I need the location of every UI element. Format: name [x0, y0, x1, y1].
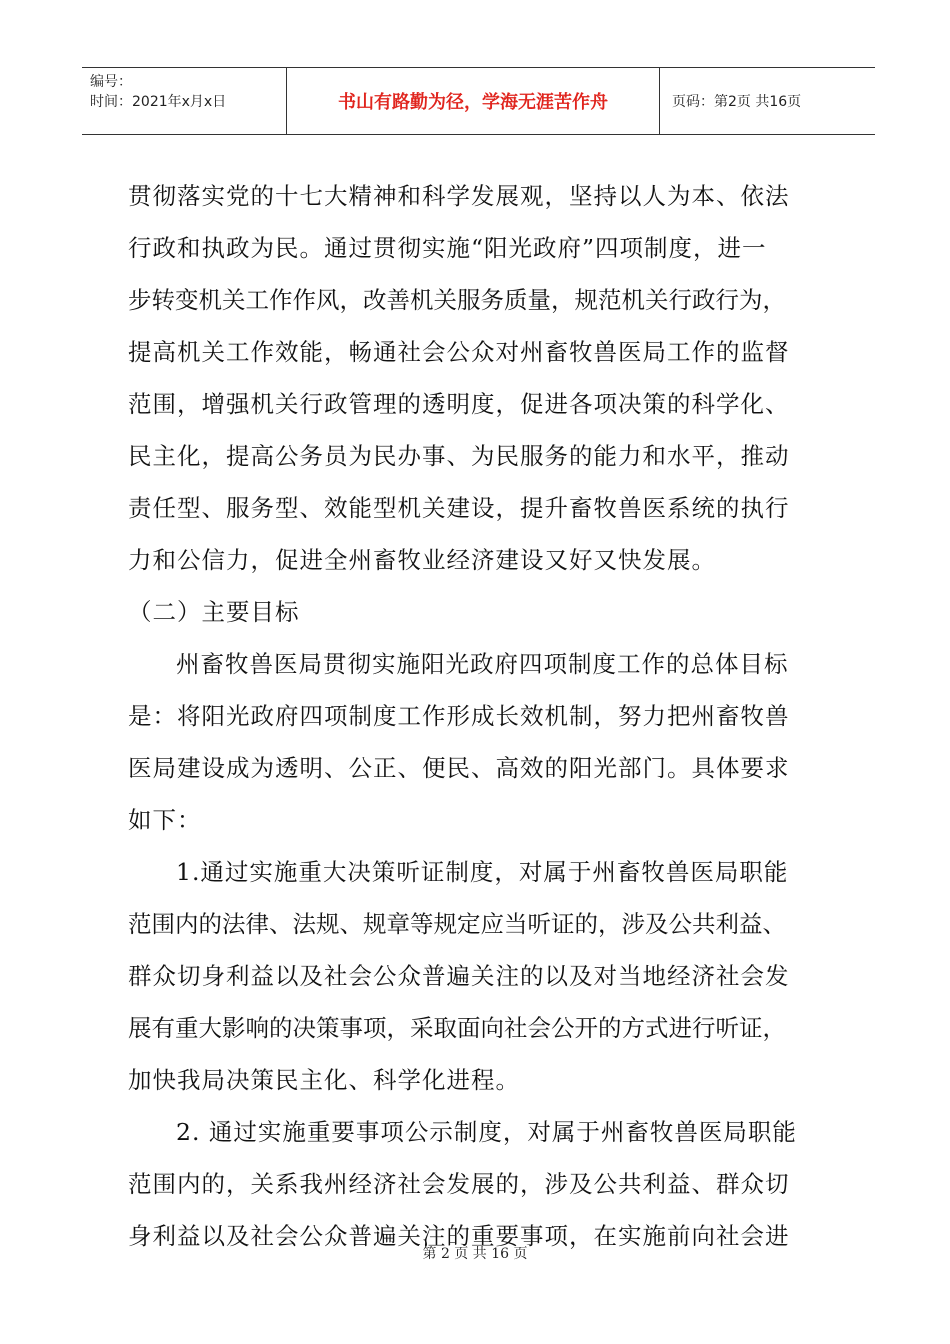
body-line: 群众切身利益以及社会公众普遍关注的以及对当地经济社会发	[128, 962, 790, 990]
header-page-info: 页码：第2页 共16页	[672, 94, 802, 110]
header-meta	[82, 68, 286, 134]
body-line: 行政和执政为民。通过贯彻实施“阳光政府”四项制度，进一	[128, 234, 767, 262]
body-line: 医局建设成为透明、公正、便民、高效的阳光部门。具体要求	[128, 754, 790, 782]
body-line: 贯彻落实党的十七大精神和科学发展观，坚持以人为本、依法	[128, 182, 790, 210]
body-line: 如下：	[128, 806, 202, 834]
page-footer: 第 2 页 共 16 页	[422, 1246, 528, 1262]
page-header	[82, 67, 875, 135]
body-line: 州畜牧兽医局贯彻实施阳光政府四项制度工作的总体目标	[176, 650, 789, 678]
number-label: 编号：	[90, 74, 132, 90]
body-line: 力和公信力，促进全州畜牧业经济建设又好又快发展。	[128, 546, 716, 574]
body-line: 步转变机关工作作风，改善机关服务质量，规范机关行政行为，	[128, 286, 786, 314]
header-motto: 书山有路勤为径，学海无涯苦作舟	[286, 68, 660, 134]
body-line: 1.通过实施重大决策听证制度，对属于州畜牧兽医局职能	[176, 858, 789, 886]
body-line: 提高机关工作效能，畅通社会公众对州畜牧兽医局工作的监督	[128, 338, 790, 366]
body-line: 2. 通过实施重要事项公示制度，对属于州畜牧兽医局职能	[176, 1118, 797, 1146]
body-line: 是：将阳光政府四项制度工作形成长效机制，努力把州畜牧兽	[128, 702, 790, 730]
body-line: 身利益以及社会公众普遍关注的重要事项，在实施前向社会进	[128, 1222, 790, 1250]
body-line: 责任型、服务型、效能型机关建设，提升畜牧兽医系统的执行	[128, 494, 790, 522]
body-line: 展有重大影响的决策事项，采取面向社会公开的方式进行听证，	[128, 1014, 786, 1042]
document-body	[128, 170, 848, 1262]
body-line: 民主化，提高公务员为民办事、为民服务的能力和水平，推动	[128, 442, 790, 470]
time-label: 时间：2021年x月x日	[90, 94, 227, 110]
body-line: 范围内的法律、法规、规章等规定应当听证的，涉及公共利益、	[128, 910, 786, 938]
body-line: 范围内的，关系我州经济社会发展的，涉及公共利益、群众切	[128, 1170, 790, 1198]
body-line: 加快我局决策民主化、科学化进程。	[128, 1066, 520, 1094]
section-heading: （二）主要目标	[128, 598, 300, 626]
body-line: 范围，增强机关行政管理的透明度，促进各项决策的科学化、	[128, 390, 790, 418]
